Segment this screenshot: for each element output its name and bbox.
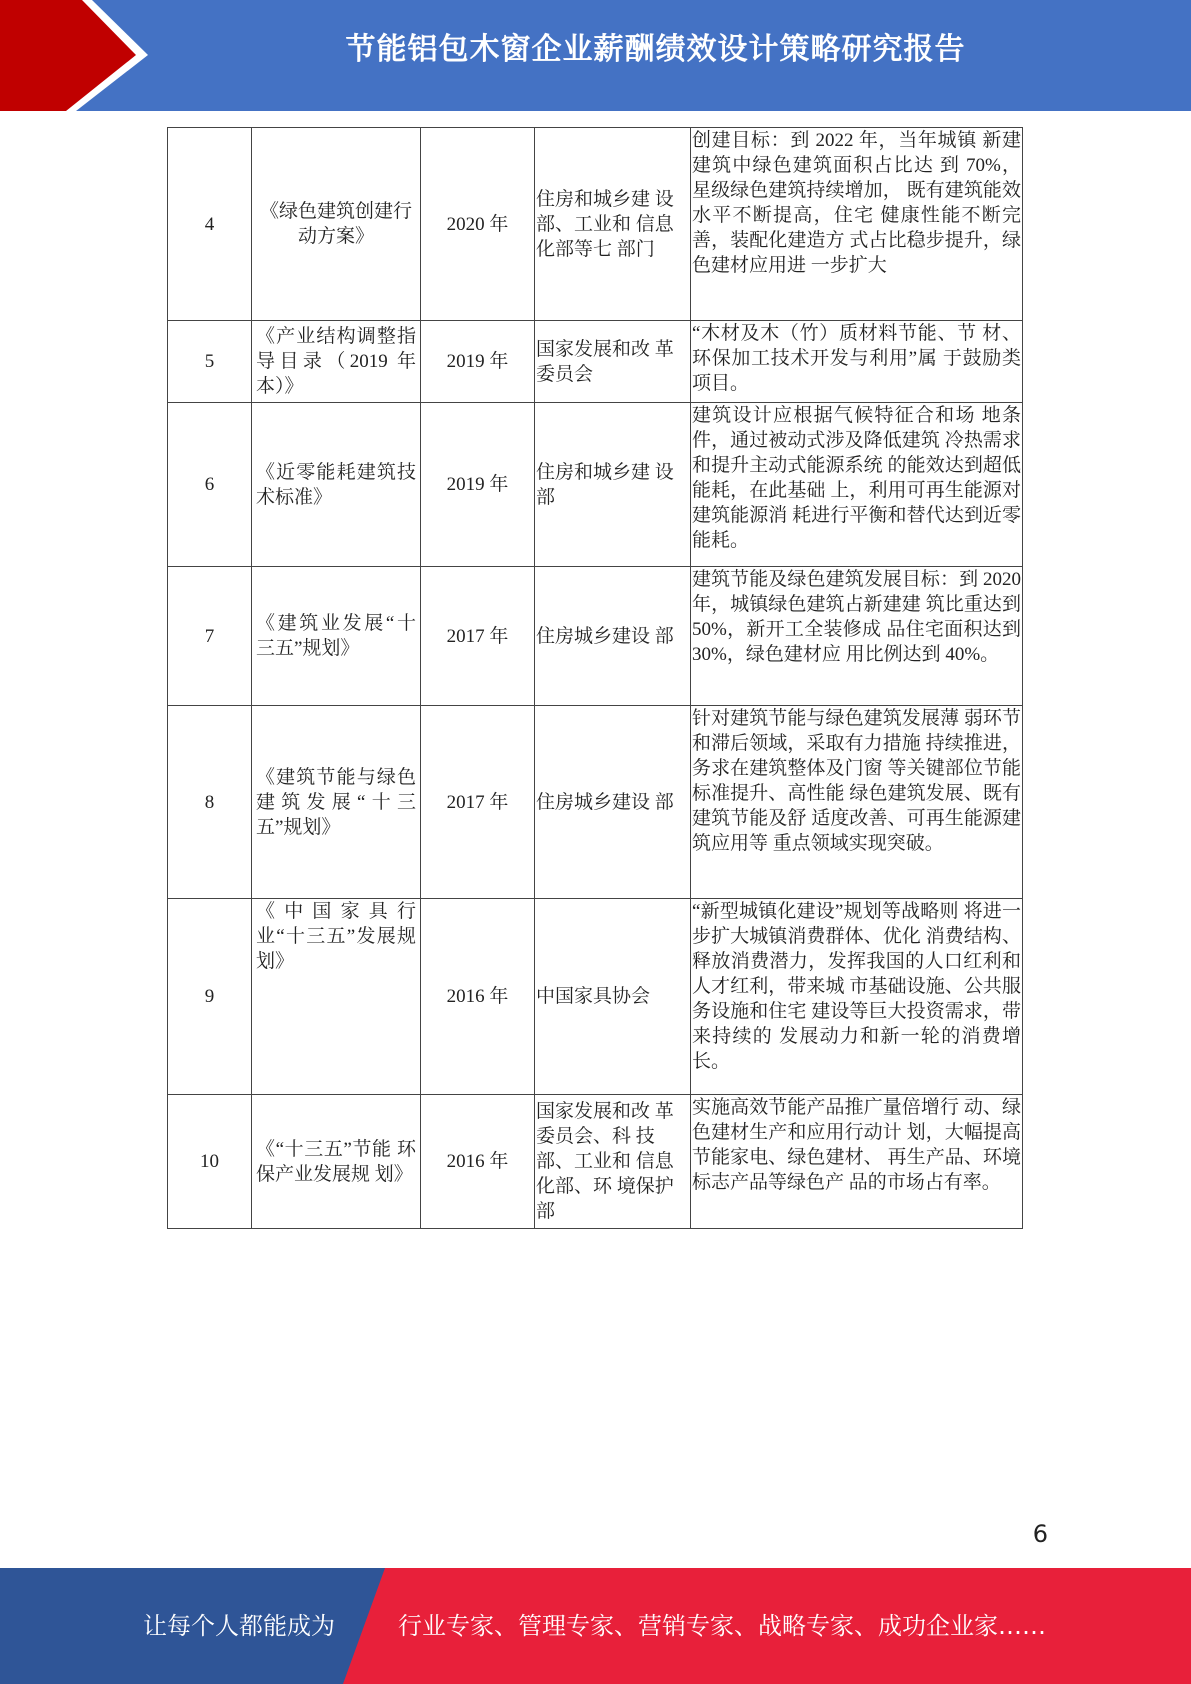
- policy-content: 针对建筑节能与绿色建筑发展薄 弱环节和滞后领域，采取有力措施 持续推进，务求在建筑整体及门窗 等关键部位节能标准提升、高性能 绿色建筑发展、既有建筑节能及舒 适度改善、可再生能源建筑应用等 重点领域实现突破。: [691, 706, 1023, 899]
- issuing-department: 住房城乡建设 部: [535, 567, 691, 706]
- issue-year: 2019 年: [421, 321, 535, 403]
- issue-year: 2019 年: [421, 403, 535, 567]
- policy-table: [167, 127, 1023, 1229]
- issuing-department: 住房城乡建设 部: [535, 706, 691, 899]
- issue-year: 2020 年: [421, 128, 535, 321]
- report-title: 节能铝包木窗企业薪酬绩效设计策略研究报告: [345, 32, 966, 67]
- document-name: 《近零能耗建筑技术标准》: [252, 403, 421, 567]
- document-name: 《绿色建筑创建行动方案》: [252, 128, 421, 321]
- table-row: [168, 321, 1023, 403]
- issuing-department: 中国家具协会: [535, 899, 691, 1095]
- page-number: 6: [1032, 1520, 1048, 1548]
- issuing-department: 住房和城乡建 设部、工业和 信息化部等七 部门: [535, 128, 691, 321]
- row-number: 8: [168, 706, 252, 899]
- issuing-department: 国家发展和改 革委员会、科 技部、工业和 信息化部、环 境保护部: [535, 1095, 691, 1229]
- issue-year: 2016 年: [421, 899, 535, 1095]
- page-header: [0, 0, 1191, 111]
- document-name: 《建筑业发展“十三五”规划》: [252, 567, 421, 706]
- issue-year: 2016 年: [421, 1095, 535, 1229]
- row-number: 7: [168, 567, 252, 706]
- policy-content: “木材及木（竹）质材料节能、节 材、环保加工技术开发与利用”属 于鼓励类项目。: [691, 321, 1023, 403]
- policy-content: 建筑设计应根据气候特征合和场 地条件，通过被动式涉及降低建筑 冷热需求和提升主动式能源系统 的能效达到超低能耗，在此基础 上，利用可再生能源对建筑能源消 耗进行平衡和替代达到近零能耗。: [691, 403, 1023, 567]
- page-footer: [0, 1568, 1191, 1684]
- row-number: 9: [168, 899, 252, 1095]
- table-row: [168, 706, 1023, 899]
- footer-slogan-right: 行业专家、管理专家、营销专家、战略专家、成功企业家……: [398, 1612, 1046, 1640]
- policy-content: “新型城镇化建设”规划等战略则 将进一步扩大城镇消费群体、优化 消费结构、释放消费潜力，发挥我国的人口红利和人才红利，带来城 市基础设施、公共服务设施和住宅 建设等巨大投资需求，带来持续的 发展动力和新一轮的消费增长。: [691, 899, 1023, 1095]
- document-name: 《中国家具行业“十三五”发展规划》: [252, 899, 421, 1095]
- table-row: [168, 567, 1023, 706]
- policy-table-wrapper: [167, 127, 1023, 1229]
- document-name: 《建筑节能与绿色建筑发展“十三五”规划》: [252, 706, 421, 899]
- table-row: [168, 128, 1023, 321]
- document-name: 《产业结构调整指导目录（2019 年本）》: [252, 321, 421, 403]
- document-name: 《“十三五”节能 环保产业发展规 划》: [252, 1095, 421, 1229]
- policy-content: 实施高效节能产品推广量倍增行 动、绿色建材生产和应用行动计 划，大幅提高节能家电、绿色建材、 再生产品、环境标志产品等绿色产 品的市场占有率。: [691, 1095, 1023, 1229]
- issuing-department: 住房和城乡建 设部: [535, 403, 691, 567]
- footer-slogan-left: 让每个人都能成为: [143, 1612, 335, 1640]
- issue-year: 2017 年: [421, 706, 535, 899]
- table-row: [168, 403, 1023, 567]
- table-row: [168, 899, 1023, 1095]
- issuing-department: 国家发展和改 革委员会: [535, 321, 691, 403]
- row-number: 6: [168, 403, 252, 567]
- row-number: 10: [168, 1095, 252, 1229]
- policy-content: 创建目标：到 2022 年，当年城镇 新建建筑中绿色建筑面积占比达 到 70%，星级绿色建筑持续增加， 既有建筑能效水平不断提高，住宅 健康性能不断完善，装配化建造方 式占比稳步提升，绿色建材应用进 一步扩大: [691, 128, 1023, 321]
- row-number: 4: [168, 128, 252, 321]
- policy-content: 建筑节能及绿色建筑发展目标：到 2020 年，城镇绿色建筑占新建建 筑比重达到 50%，新开工全装修成 品住宅面积达到 30%，绿色建材应 用比例达到 40%。: [691, 567, 1023, 706]
- table-row: [168, 1095, 1023, 1229]
- issue-year: 2017 年: [421, 567, 535, 706]
- row-number: 5: [168, 321, 252, 403]
